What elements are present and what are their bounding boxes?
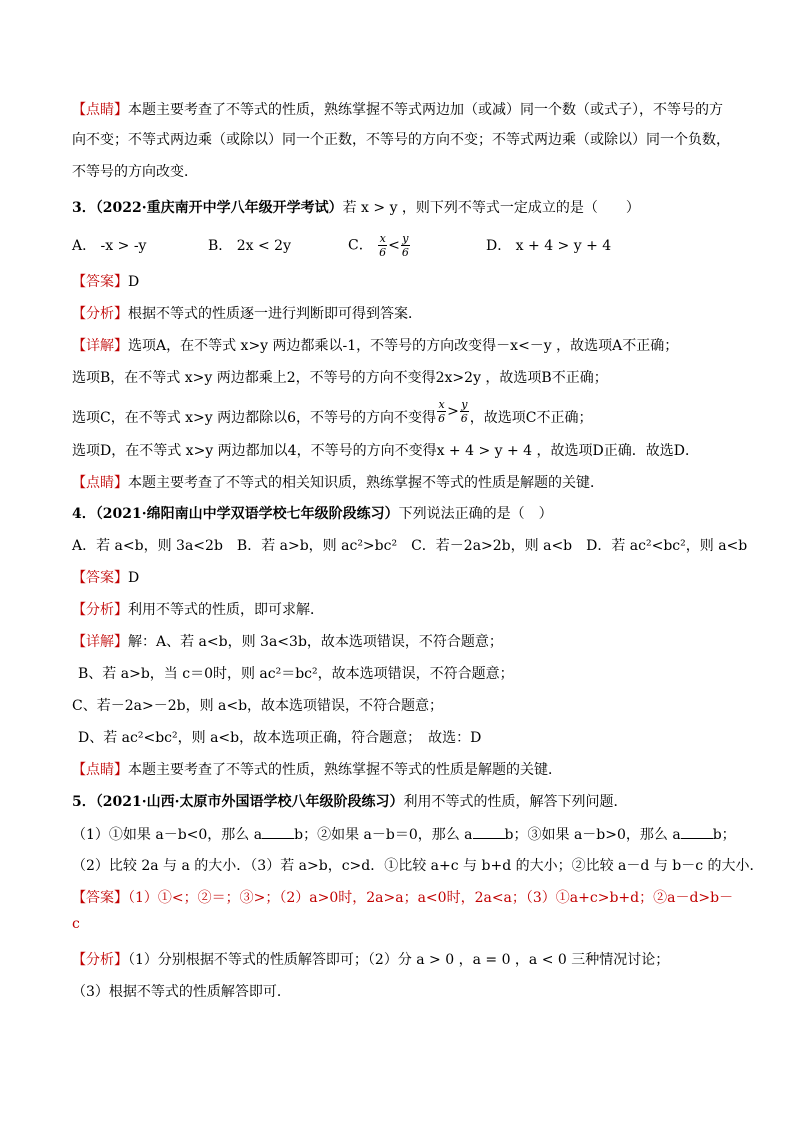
question-4-options: A．若 a<b，则 3a<2b B．若 a>b，则 ac²>bc² C．若－2a>2b，则 a<b D．若 ac²<bc²，则 a<b <box>72 538 748 554</box>
prev-point-line-3: 不等号的方向改变． <box>72 164 198 180</box>
fraction-x-over-6: $\frac{x}{6}$ <box>438 398 446 425</box>
question-5-part-2: （2）比较 2a 与 a 的大小．（3）若 a>b，c>d．①比较 a+c 与 b+d 的大小；②比较 a－d 与 b－c 的大小． <box>72 858 764 874</box>
option-a: A． -x > -y <box>72 238 147 254</box>
question-4-answer: 【答案】D <box>72 570 140 586</box>
question-3-options <box>72 232 732 262</box>
question-4-detail-3: C、若－2a>－2b，则 a<b，故本选项错误，不符合题意； <box>72 698 444 714</box>
fraction-y-over-6: $\frac{y}{6}$ <box>401 232 409 259</box>
option-d: D． x + 4 > y + 4 <box>486 238 612 254</box>
question-5-analysis: 【分析】（1）分别根据不等式的性质解答即可；（2）分 a > 0 ，a = 0 ，a < 0 三种情况讨论； <box>72 952 670 968</box>
option-c: C． $\frac{x}{6}$ < $\frac{y}{6}$ <box>348 232 409 259</box>
fraction-y-over-6: $\frac{y}{6}$ <box>460 398 468 425</box>
question-3-point: 【点睛】本题主要考查了不等式的相关知识质，熟练掌握不等式的性质是解题的关键． <box>72 475 604 491</box>
question-5-analysis-2: （3）根据不等式的性质解答即可． <box>72 984 291 1000</box>
question-3-detail-3: 选项C，在不等式 x>y 两边都除以6，不等号的方向不变得 $\frac{x}{6}$ > $\frac{y}{6}$ ，故选项C不正确； <box>72 398 593 426</box>
question-3-detail-2: 选项B，在不等式 x>y 两边都乘上2，不等号的方向不变得2x>2y ，故选项B不正确； <box>72 370 608 386</box>
prev-point-line-1: 【点睛】本题主要考查了不等式的性质，熟练掌握不等式两边加（或减）同一个数（或式子），不等号的方 <box>72 102 723 118</box>
fill-blank-3 <box>681 824 713 839</box>
question-4-stem: 4．（2021·绵阳南山中学双语学校七年级阶段练习）下列说法正确的是（ ） <box>72 506 553 522</box>
prev-point-line-2: 向不变；不等式两边乘（或除以）同一个正数，不等号的方向不变；不等式两边乘（或除以）同一个负数， <box>72 132 730 148</box>
question-3-analysis: 【分析】根据不等式的性质逐一进行判断即可得到答案． <box>72 306 422 322</box>
question-4-detail-2: B、若 a>b，当 c＝0时，则 ac²＝bc²，故本选项错误，不符合题意； <box>78 666 514 682</box>
fill-blank-2 <box>473 824 505 839</box>
question-3-detail-1: 【详解】选项A，在不等式 x>y 两边都乘以-1，不等号的方向改变得－x<－y ，故选项A不正确； <box>72 338 679 354</box>
question-4-analysis: 【分析】利用不等式的性质，即可求解． <box>72 602 324 618</box>
fill-blank-1 <box>262 824 294 839</box>
question-3-answer: 【答案】D <box>72 274 140 290</box>
question-5-stem: 5．（2021·山西·太原市外国语学校八年级阶段练习）利用不等式的性质，解答下列问题． <box>72 794 628 810</box>
question-3-stem: 3．（2022·重庆南开中学八年级开学考试）若 x > y ，则下列不等式一定成立的是（ ） <box>72 200 640 216</box>
question-5-answer: 【答案】（1）①<；②＝；③>；（2）a>0时，2a>a；a<0时，2a<a；（3）①a+c>b+d；②a－d>b－ <box>72 890 734 906</box>
option-b: B． 2x < 2y <box>208 238 291 254</box>
question-3-detail-4: 选项D，在不等式 x>y 两边都加以4，不等号的方向不变得x + 4 > y + 4 ，故选项D正确．故选D． <box>72 443 699 459</box>
question-5-part-1: （1）①如果 a－b<0，那么 a b；②如果 a－b＝0，那么 a b；③如果 a－b>0，那么 a b； <box>72 824 732 845</box>
fraction-x-over-6: $\frac{x}{6}$ <box>379 232 387 259</box>
question-4-point: 【点睛】本题主要考查了不等式的性质，熟练掌握不等式的性质是解题的关键． <box>72 762 562 778</box>
question-5-answer-cont: c <box>72 916 80 932</box>
question-4-detail-4: D、若 ac²<bc²，则 a<b，故本选项正确，符合题意； 故选：D <box>78 730 482 746</box>
question-4-detail-1: 【详解】解：A、若 a<b，则 3a<3b，故本选项错误，不符合题意； <box>72 634 503 650</box>
